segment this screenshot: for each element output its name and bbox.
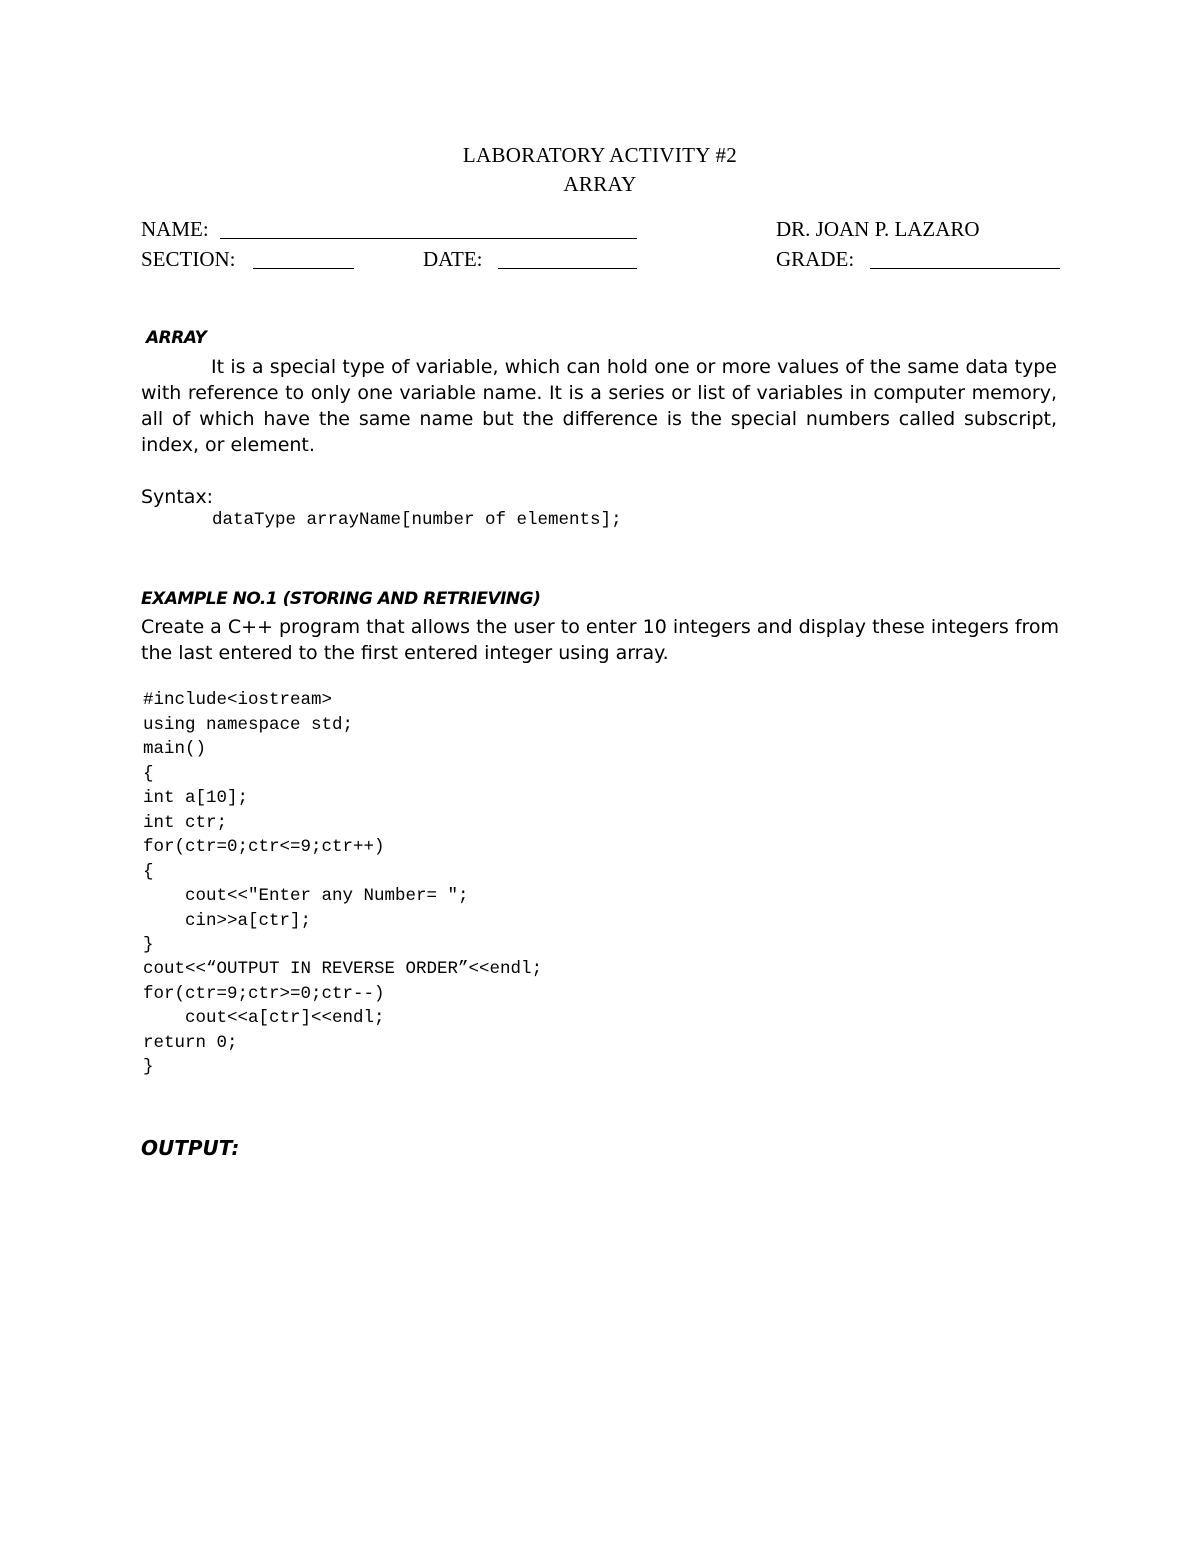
code-line: main()	[143, 739, 207, 759]
example1-description: Create a C++ program that allows the user to enter 10 integers and display these integers from the last entered to the first entered integer using array.	[141, 616, 1060, 664]
code-line: {	[143, 764, 154, 784]
code-line: using namespace std;	[143, 715, 354, 735]
name-blank[interactable]	[220, 238, 637, 239]
code-line: for(ctr=0;ctr<=9;ctr++)	[143, 837, 385, 857]
code-line: for(ctr=9;ctr>=0;ctr--)	[143, 984, 385, 1004]
grade-blank[interactable]	[870, 268, 1060, 269]
output-heading: OUTPUT:	[141, 1136, 240, 1160]
array-description	[141, 354, 1057, 458]
code-line: cout<<a[ctr]<<endl;	[143, 1008, 385, 1028]
code-line: #include<iostream>	[143, 690, 333, 710]
code-line: cout<<"Enter any Number= ";	[143, 886, 469, 906]
syntax-label: Syntax:	[141, 486, 214, 508]
code-line: int a[10];	[143, 788, 249, 808]
instructor-name: DR. JOAN P. LAZARO	[776, 217, 980, 241]
code-line: cin>>a[ctr];	[143, 911, 312, 931]
code-line: cout<<“OUTPUT IN REVERSE ORDER”<<endl;	[143, 959, 543, 979]
document-title: LABORATORY ACTIVITY #2	[462, 143, 738, 167]
code-line: {	[143, 862, 154, 882]
code-line: }	[143, 1057, 154, 1077]
code-line: return 0;	[143, 1033, 238, 1053]
grade-label: GRADE:	[776, 247, 855, 271]
array-heading: ARRAY	[146, 328, 207, 348]
section-blank[interactable]	[253, 268, 354, 269]
example1-heading: EXAMPLE NO.1 (STORING AND RETRIEVING)	[141, 589, 541, 609]
array-description-text: It is a special type of variable, which can hold one or more values of the same data type with reference to only one variable name. It is a series or list of variables in computer memory, all of which have the same name but the difference is the special numbers called subscript, index, or element.	[141, 356, 1057, 456]
syntax-code: dataType arrayName[number of elements];	[212, 510, 622, 530]
code-line: }	[143, 935, 154, 955]
date-label: DATE:	[423, 247, 483, 271]
code-line: int ctr;	[143, 813, 228, 833]
date-blank[interactable]	[498, 268, 637, 269]
document-subtitle: ARRAY	[563, 172, 637, 196]
section-label: SECTION:	[141, 247, 236, 271]
name-label: NAME:	[141, 217, 209, 241]
